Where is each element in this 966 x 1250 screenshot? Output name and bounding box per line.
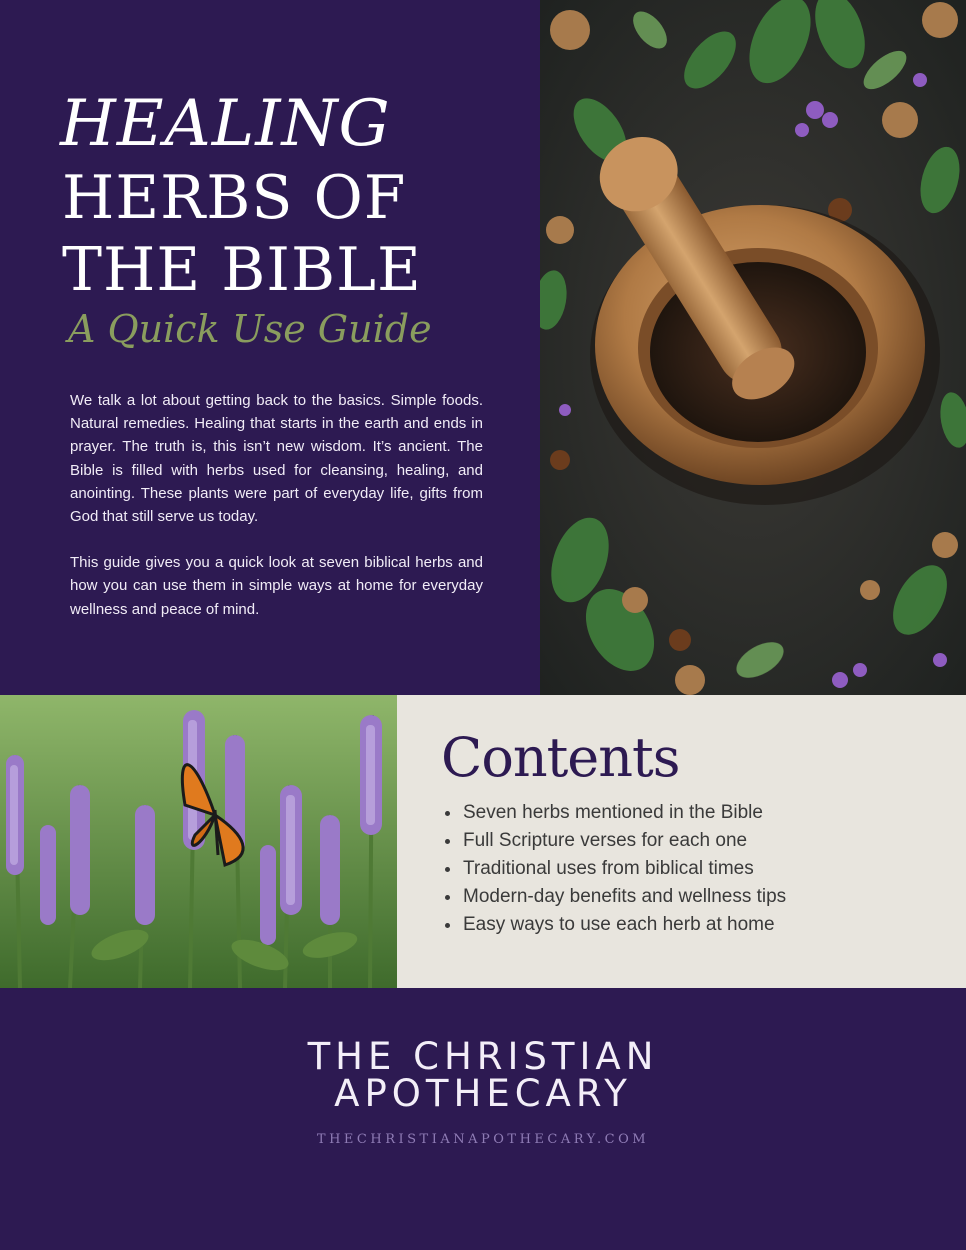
title-line-herbs-of: HERBS OF [62, 163, 407, 233]
intro-paragraph-1: We talk a lot about getting back to the basics. Simple foods. Natural remedies. Healing that starts in the earth and ends in prayer. The truth is, this isn’t new wisdom. It’s ancient. The Bible is filled with herbs used for cleansing, healing, and anointing. These plants were part of everyday life, gifts from God that still serve us today. [70, 392, 483, 526]
website-url: THECHRISTIANAPOTHECARY.COM [316, 1132, 650, 1147]
contents-item: Modern-day benefits and wellness tips [443, 883, 786, 911]
contents-heading: Contents [441, 726, 680, 789]
brand-line-1: THE CHRISTIAN [307, 1035, 659, 1078]
contents-item: Easy ways to use each herb at home [443, 911, 786, 939]
contents-panel [397, 695, 966, 988]
mortar-pestle-photo [540, 0, 966, 695]
lavender-butterfly-illustration [0, 695, 397, 988]
contents-item: Traditional uses from biblical times [443, 855, 786, 883]
brand-line-2: APOTHECARY [334, 1072, 632, 1115]
intro-paragraph-2: This guide gives you a quick look at seven biblical herbs and how you can use them in simple ways at home for everyday wellness and peace of mind. [70, 554, 483, 618]
lavender-butterfly-photo [0, 695, 397, 988]
contents-item: Seven herbs mentioned in the Bible [443, 799, 786, 827]
footer [0, 988, 966, 1250]
contents-list [443, 799, 786, 939]
subtitle: A Quick Use Guide [68, 307, 432, 351]
intro-text [70, 389, 483, 621]
hero-text-panel [0, 0, 540, 695]
title-line-the-bible: THE BIBLE [62, 235, 422, 305]
contents-item: Full Scripture verses for each one [443, 827, 786, 855]
mortar-pestle-illustration [540, 0, 966, 695]
title-line-healing: HEALING [60, 87, 391, 161]
